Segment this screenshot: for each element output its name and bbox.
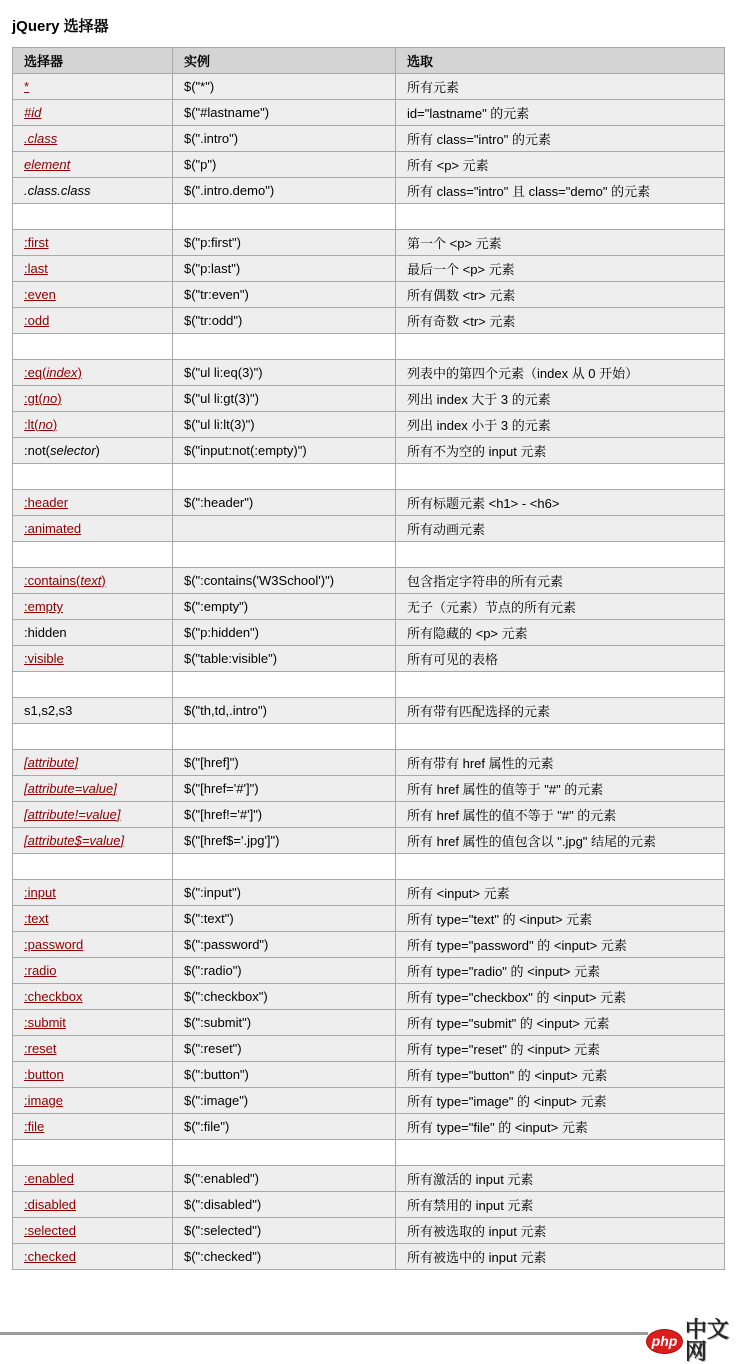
example-cell: $("#lastname") xyxy=(173,100,396,126)
table-row xyxy=(13,490,725,516)
table-row xyxy=(13,646,725,672)
selector-link[interactable]: :visible xyxy=(24,651,64,666)
description-cell: 所有 class="intro" 的元素 xyxy=(396,126,725,152)
spacer-row xyxy=(13,464,725,490)
spacer-cell xyxy=(173,542,396,568)
selector-cell xyxy=(13,1244,173,1270)
spacer-row xyxy=(13,672,725,698)
table-row xyxy=(13,776,725,802)
example-cell: $(":file") xyxy=(173,1114,396,1140)
selector-cell xyxy=(13,620,173,646)
selector-cell xyxy=(13,490,173,516)
example-cell: $("p:hidden") xyxy=(173,620,396,646)
table-row xyxy=(13,620,725,646)
spacer-cell xyxy=(396,672,725,698)
description-cell: 所有 type="reset" 的 <input> 元素 xyxy=(396,1036,725,1062)
description-cell: 所有被选中的 input 元素 xyxy=(396,1244,725,1270)
selector-cell xyxy=(13,698,173,724)
description-cell: 所有 type="file" 的 <input> 元素 xyxy=(396,1114,725,1140)
table-row xyxy=(13,1244,725,1270)
description-cell: 所有可见的表格 xyxy=(396,646,725,672)
selector-cell xyxy=(13,1088,173,1114)
example-cell: $("[href!='#']") xyxy=(173,802,396,828)
example-cell: $(":image") xyxy=(173,1088,396,1114)
example-cell: $("input:not(:empty)") xyxy=(173,438,396,464)
example-cell: $("p:first") xyxy=(173,230,396,256)
selector-link[interactable]: :eq(index) xyxy=(24,365,82,380)
example-cell: $(":empty") xyxy=(173,594,396,620)
example-cell: $(".intro.demo") xyxy=(173,178,396,204)
description-cell: 所有隐藏的 <p> 元素 xyxy=(396,620,725,646)
example-cell: $("p") xyxy=(173,152,396,178)
example-cell: $("th,td,.intro") xyxy=(173,698,396,724)
selector-cell xyxy=(13,360,173,386)
spacer-cell xyxy=(396,464,725,490)
example-cell: $(".intro") xyxy=(173,126,396,152)
spacer-cell xyxy=(173,1140,396,1166)
selector-link[interactable]: #id xyxy=(24,105,42,120)
description-cell: 所有激活的 input 元素 xyxy=(396,1166,725,1192)
example-cell: $(":password") xyxy=(173,932,396,958)
selector-link[interactable]: :first xyxy=(24,235,49,250)
table-row xyxy=(13,412,725,438)
selector-link[interactable]: :even xyxy=(24,287,56,302)
spacer-cell xyxy=(13,1140,173,1166)
column-header-selector: 选择器 xyxy=(13,48,173,74)
example-cell: $("[href]") xyxy=(173,750,396,776)
example-cell: $(":disabled") xyxy=(173,1192,396,1218)
description-cell: 所有动画元素 xyxy=(396,516,725,542)
selector-cell xyxy=(13,1192,173,1218)
description-cell: 列出 index 大于 3 的元素 xyxy=(396,386,725,412)
spacer-row xyxy=(13,204,725,230)
spacer-cell xyxy=(396,334,725,360)
table-row xyxy=(13,1036,725,1062)
description-cell: id="lastname" 的元素 xyxy=(396,100,725,126)
selector-link[interactable]: [attribute] xyxy=(24,755,79,770)
spacer-row xyxy=(13,854,725,880)
selector-link[interactable]: :input xyxy=(24,885,56,900)
site-name-text: 中文网 xyxy=(685,1317,730,1364)
example-cell: $(":reset") xyxy=(173,1036,396,1062)
description-cell: 所有 type="radio" 的 <input> 元素 xyxy=(396,958,725,984)
selector-cell xyxy=(13,74,173,100)
selector-text: :not(selector) xyxy=(24,443,100,458)
selector-link[interactable]: [attribute$=value] xyxy=(24,833,125,848)
footer-divider xyxy=(0,1332,648,1335)
example-cell: $(":enabled") xyxy=(173,1166,396,1192)
spacer-cell xyxy=(13,204,173,230)
selector-link[interactable]: :lt(no) xyxy=(24,417,58,432)
description-cell: 最后一个 <p> 元素 xyxy=(396,256,725,282)
table-row xyxy=(13,386,725,412)
selector-link[interactable]: :button xyxy=(24,1067,64,1082)
example-cell: $("*") xyxy=(173,74,396,100)
selector-cell xyxy=(13,308,173,334)
spacer-cell xyxy=(396,724,725,750)
php-site-logo[interactable] xyxy=(646,1319,739,1363)
spacer-cell xyxy=(13,854,173,880)
selector-link[interactable]: [attribute!=value] xyxy=(24,807,121,822)
example-cell: $(":input") xyxy=(173,880,396,906)
description-cell: 所有 type="image" 的 <input> 元素 xyxy=(396,1088,725,1114)
selector-link[interactable]: :enabled xyxy=(24,1171,74,1186)
example-cell: $("table:visible") xyxy=(173,646,396,672)
description-cell: 列出 index 小于 3 的元素 xyxy=(396,412,725,438)
table-body xyxy=(13,74,725,1270)
selector-cell xyxy=(13,1062,173,1088)
table-row xyxy=(13,516,725,542)
selector-cell xyxy=(13,750,173,776)
example-cell: $("[href='#']") xyxy=(173,776,396,802)
table-row xyxy=(13,282,725,308)
table-row xyxy=(13,698,725,724)
description-cell: 所有 type="password" 的 <input> 元素 xyxy=(396,932,725,958)
selector-cell xyxy=(13,516,173,542)
selector-cell xyxy=(13,906,173,932)
spacer-row xyxy=(13,334,725,360)
table-row xyxy=(13,1088,725,1114)
description-cell: 所有 <input> 元素 xyxy=(396,880,725,906)
spacer-cell xyxy=(173,854,396,880)
example-cell: $("p:last") xyxy=(173,256,396,282)
table-row xyxy=(13,1114,725,1140)
example-cell: $(":text") xyxy=(173,906,396,932)
spacer-cell xyxy=(173,672,396,698)
php-logo-text: php xyxy=(651,1333,678,1349)
description-cell: 所有 href 属性的值不等于 "#" 的元素 xyxy=(396,802,725,828)
selector-link[interactable]: :gt(no) xyxy=(24,391,62,406)
example-cell: $(":header") xyxy=(173,490,396,516)
example-cell: $(":radio") xyxy=(173,958,396,984)
table-row xyxy=(13,1010,725,1036)
selector-link[interactable]: :password xyxy=(24,937,84,952)
example-cell: $("ul li:gt(3)") xyxy=(173,386,396,412)
description-cell: 无子（元素）节点的所有元素 xyxy=(396,594,725,620)
spacer-cell xyxy=(13,334,173,360)
selector-text: .class.class xyxy=(24,183,91,198)
description-cell: 所有被选取的 input 元素 xyxy=(396,1218,725,1244)
table-row xyxy=(13,1192,725,1218)
selector-text: s1,s2,s3 xyxy=(24,703,73,718)
example-cell: $(":checked") xyxy=(173,1244,396,1270)
table-row xyxy=(13,594,725,620)
description-cell: 列表中的第四个元素（index 从 0 开始） xyxy=(396,360,725,386)
selector-cell xyxy=(13,386,173,412)
spacer-cell xyxy=(13,672,173,698)
example-cell: $(":checkbox") xyxy=(173,984,396,1010)
table-row xyxy=(13,1062,725,1088)
description-cell: 所有 type="submit" 的 <input> 元素 xyxy=(396,1010,725,1036)
description-cell: 所有 type="text" 的 <input> 元素 xyxy=(396,906,725,932)
example-cell xyxy=(173,516,396,542)
table-row xyxy=(13,984,725,1010)
page-title: jQuery 选择器 xyxy=(12,18,109,35)
table-row xyxy=(13,256,725,282)
selector-link[interactable]: :selected xyxy=(24,1223,77,1238)
spacer-row xyxy=(13,542,725,568)
selector-link[interactable]: :disabled xyxy=(24,1197,77,1212)
selector-link[interactable]: :file xyxy=(24,1119,45,1134)
selector-link[interactable]: :odd xyxy=(24,313,50,328)
selector-link[interactable]: :text xyxy=(24,911,49,926)
table-row xyxy=(13,932,725,958)
table-row xyxy=(13,568,725,594)
selector-link[interactable]: :header xyxy=(24,495,69,510)
example-cell: $("tr:odd") xyxy=(173,308,396,334)
selector-cell xyxy=(13,802,173,828)
selector-cell xyxy=(13,984,173,1010)
selector-link[interactable]: .class xyxy=(24,131,58,146)
table-row xyxy=(13,958,725,984)
spacer-cell xyxy=(396,854,725,880)
selector-link[interactable]: :animated xyxy=(24,521,82,536)
table-row xyxy=(13,802,725,828)
spacer-cell xyxy=(13,464,173,490)
spacer-cell xyxy=(396,1140,725,1166)
description-cell: 包含指定字符串的所有元素 xyxy=(396,568,725,594)
selector-cell xyxy=(13,828,173,854)
example-cell: $(":button") xyxy=(173,1062,396,1088)
description-cell: 所有禁用的 input 元素 xyxy=(396,1192,725,1218)
table-row xyxy=(13,178,725,204)
table-row xyxy=(13,126,725,152)
selector-link[interactable]: :last xyxy=(24,261,48,276)
selector-text: :hidden xyxy=(24,625,67,640)
selector-link[interactable]: :radio xyxy=(24,963,57,978)
selector-link[interactable]: [attribute=value] xyxy=(24,781,117,796)
description-cell: 所有 type="checkbox" 的 <input> 元素 xyxy=(396,984,725,1010)
selector-cell xyxy=(13,594,173,620)
table-row xyxy=(13,230,725,256)
selector-link[interactable]: :image xyxy=(24,1093,64,1108)
example-cell: $(":contains('W3School')") xyxy=(173,568,396,594)
selector-cell xyxy=(13,568,173,594)
example-cell: $("[href$='.jpg']") xyxy=(173,828,396,854)
table-row xyxy=(13,74,725,100)
selector-cell xyxy=(13,282,173,308)
column-header-example: 实例 xyxy=(173,48,396,74)
selector-cell xyxy=(13,152,173,178)
selector-cell xyxy=(13,100,173,126)
description-cell: 所有带有匹配选择的元素 xyxy=(396,698,725,724)
table-row xyxy=(13,360,725,386)
selector-link[interactable]: :checkbox xyxy=(24,989,83,1004)
selector-cell xyxy=(13,880,173,906)
table-header-row xyxy=(13,48,725,74)
table-row xyxy=(13,152,725,178)
spacer-cell xyxy=(173,334,396,360)
spacer-cell xyxy=(13,542,173,568)
selector-cell xyxy=(13,1218,173,1244)
table-row xyxy=(13,1166,725,1192)
description-cell: 所有 href 属性的值等于 "#" 的元素 xyxy=(396,776,725,802)
example-cell: $(":submit") xyxy=(173,1010,396,1036)
example-cell: $("ul li:eq(3)") xyxy=(173,360,396,386)
selector-cell xyxy=(13,178,173,204)
table-row xyxy=(13,308,725,334)
table-row xyxy=(13,828,725,854)
table-row xyxy=(13,438,725,464)
selector-link[interactable]: element xyxy=(24,157,71,172)
table-row xyxy=(13,880,725,906)
spacer-cell xyxy=(396,204,725,230)
spacer-row xyxy=(13,1140,725,1166)
table-row xyxy=(13,1218,725,1244)
selector-link[interactable]: * xyxy=(24,79,30,94)
selector-reference-table xyxy=(12,47,725,1270)
spacer-cell xyxy=(173,724,396,750)
selector-link[interactable]: :reset xyxy=(24,1041,57,1056)
selector-cell xyxy=(13,1114,173,1140)
description-cell: 所有奇数 <tr> 元素 xyxy=(396,308,725,334)
column-header-description: 选取 xyxy=(396,48,725,74)
example-cell: $("tr:even") xyxy=(173,282,396,308)
description-cell: 第一个 <p> 元素 xyxy=(396,230,725,256)
selector-cell xyxy=(13,932,173,958)
example-cell: $(":selected") xyxy=(173,1218,396,1244)
table-row xyxy=(13,906,725,932)
selector-cell xyxy=(13,230,173,256)
description-cell: 所有不为空的 input 元素 xyxy=(396,438,725,464)
description-cell: 所有元素 xyxy=(396,74,725,100)
selector-cell xyxy=(13,126,173,152)
table-row xyxy=(13,100,725,126)
selector-cell xyxy=(13,1010,173,1036)
selector-link[interactable]: :empty xyxy=(24,599,64,614)
selector-cell xyxy=(13,1166,173,1192)
selector-cell xyxy=(13,256,173,282)
spacer-cell xyxy=(13,724,173,750)
selector-cell xyxy=(13,438,173,464)
description-cell: 所有标题元素 <h1> - <h6> xyxy=(396,490,725,516)
description-cell: 所有带有 href 属性的元素 xyxy=(396,750,725,776)
description-cell: 所有 class="intro" 且 class="demo" 的元素 xyxy=(396,178,725,204)
selector-cell xyxy=(13,958,173,984)
example-cell: $("ul li:lt(3)") xyxy=(173,412,396,438)
description-cell: 所有 type="button" 的 <input> 元素 xyxy=(396,1062,725,1088)
selector-link[interactable]: :submit xyxy=(24,1015,66,1030)
spacer-cell xyxy=(396,542,725,568)
selector-link[interactable]: :checked xyxy=(24,1249,77,1264)
php-logo-icon xyxy=(646,1329,683,1354)
selector-cell xyxy=(13,776,173,802)
spacer-cell xyxy=(173,204,396,230)
description-cell: 所有 href 属性的值包含以 ".jpg" 结尾的元素 xyxy=(396,828,725,854)
selector-cell xyxy=(13,1036,173,1062)
selector-cell xyxy=(13,646,173,672)
table-row xyxy=(13,750,725,776)
spacer-cell xyxy=(173,464,396,490)
description-cell: 所有偶数 <tr> 元素 xyxy=(396,282,725,308)
selector-link[interactable]: :contains(text) xyxy=(24,573,106,588)
selector-cell xyxy=(13,412,173,438)
description-cell: 所有 <p> 元素 xyxy=(396,152,725,178)
spacer-row xyxy=(13,724,725,750)
